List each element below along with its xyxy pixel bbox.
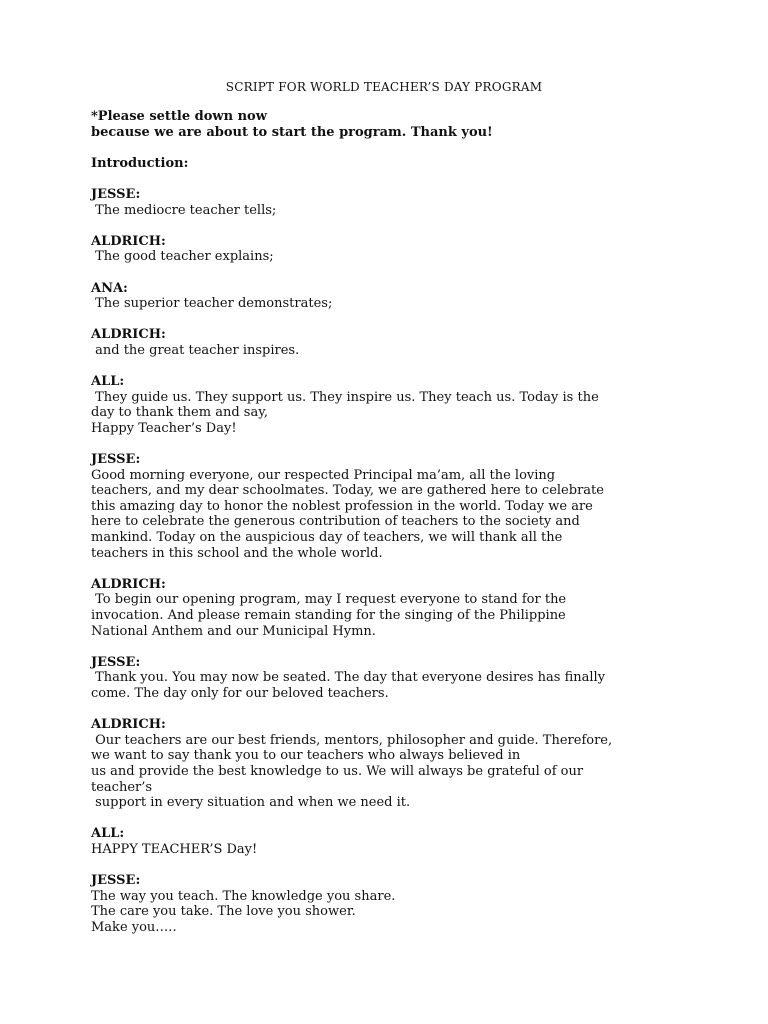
dialogue-line: teachers in this school and the whole world. xyxy=(91,545,383,561)
dialogue-line: The good teacher explains; xyxy=(91,249,274,265)
dialogue-section xyxy=(91,187,681,218)
opening-line: *Please settle down now xyxy=(91,109,267,124)
dialogue-line: The superior teacher demonstrates; xyxy=(91,296,333,312)
speaker-name: ALDRICH: xyxy=(91,717,166,733)
dialogue-line: The way you teach. The knowledge you share. xyxy=(91,888,396,904)
dialogue-line: National Anthem and our Municipal Hymn. xyxy=(91,623,376,639)
dialogue-line: day to thank them and say, xyxy=(91,405,268,421)
speaker-name: JESSE: xyxy=(91,654,141,670)
dialogue-sections xyxy=(91,187,681,936)
speaker-name: ALDRICH: xyxy=(91,327,166,343)
dialogue-line: To begin our opening program, may I request everyone to stand for the xyxy=(91,592,567,608)
dialogue-section xyxy=(91,717,681,811)
dialogue-line: invocation. And please remain standing for the singing of the Philippine xyxy=(91,608,566,623)
speaker-name: ANA: xyxy=(91,280,128,296)
dialogue-line: we want to say thank you to our teachers who always believed in xyxy=(91,748,521,764)
speaker-name: ALDRICH: xyxy=(91,576,166,592)
dialogue-line: They guide us. They support us. They inspire us. They teach us. Today is the xyxy=(91,389,599,405)
dialogue-section xyxy=(91,826,681,857)
dialogue-line: mankind. Today on the auspicious day of teachers, we will thank all the xyxy=(91,530,563,546)
document-title: SCRIPT FOR WORLD TEACHER’S DAY PROGRAM xyxy=(225,80,543,94)
dialogue-line: here to celebrate the generous contribution of teachers to the society and xyxy=(91,514,580,530)
speaker-name: JESSE: xyxy=(91,452,141,468)
dialogue-section xyxy=(91,577,681,639)
dialogue-section xyxy=(91,327,681,358)
dialogue-section xyxy=(91,374,681,436)
dialogue-line: Good morning everyone, our respected Principal ma’am, all the loving xyxy=(91,467,556,483)
dialogue-line: this amazing day to honor the noblest profession in the world. Today we are xyxy=(91,498,593,514)
dialogue-section xyxy=(91,655,681,702)
introduction-heading: Introduction: xyxy=(91,155,189,171)
opening-line: because we are about to start the program. Thank you! xyxy=(91,124,493,140)
dialogue-line: us and provide the best knowledge to us. We will always be grateful of our xyxy=(91,763,584,779)
dialogue-section xyxy=(91,234,681,265)
dialogue-section xyxy=(91,452,681,561)
dialogue-line: teachers, and my dear schoolmates. Today, we are gathered here to celebrate xyxy=(91,483,604,499)
dialogue-line: come. The day only for our beloved teachers. xyxy=(91,685,389,701)
speaker-name: ALL: xyxy=(91,374,125,390)
dialogue-line: Our teachers are our best friends, mentors, philosopher and guide. Therefore, xyxy=(91,732,613,748)
dialogue-line: Happy Teacher’s Day! xyxy=(91,420,237,436)
opening-notice xyxy=(91,109,681,140)
dialogue-line: Make you….. xyxy=(91,919,177,935)
dialogue-line: Thank you. You may now be seated. The day that everyone desires has finally xyxy=(91,670,606,686)
speaker-name: JESSE: xyxy=(91,186,141,202)
script-body xyxy=(91,109,681,951)
dialogue-line: The mediocre teacher tells; xyxy=(91,202,277,218)
introduction-heading-block xyxy=(91,156,681,172)
dialogue-line: HAPPY TEACHER’S Day! xyxy=(91,841,258,857)
speaker-name: JESSE: xyxy=(91,873,141,889)
speaker-name: ALL: xyxy=(91,826,125,842)
dialogue-section xyxy=(91,281,681,312)
dialogue-line: teacher’s xyxy=(91,779,153,795)
speaker-name: ALDRICH: xyxy=(91,233,166,249)
dialogue-line: support in every situation and when we need it. xyxy=(91,795,411,811)
dialogue-line: and the great teacher inspires. xyxy=(91,342,300,358)
dialogue-line: The care you take. The love you shower. xyxy=(91,904,356,920)
dialogue-section xyxy=(91,873,681,935)
